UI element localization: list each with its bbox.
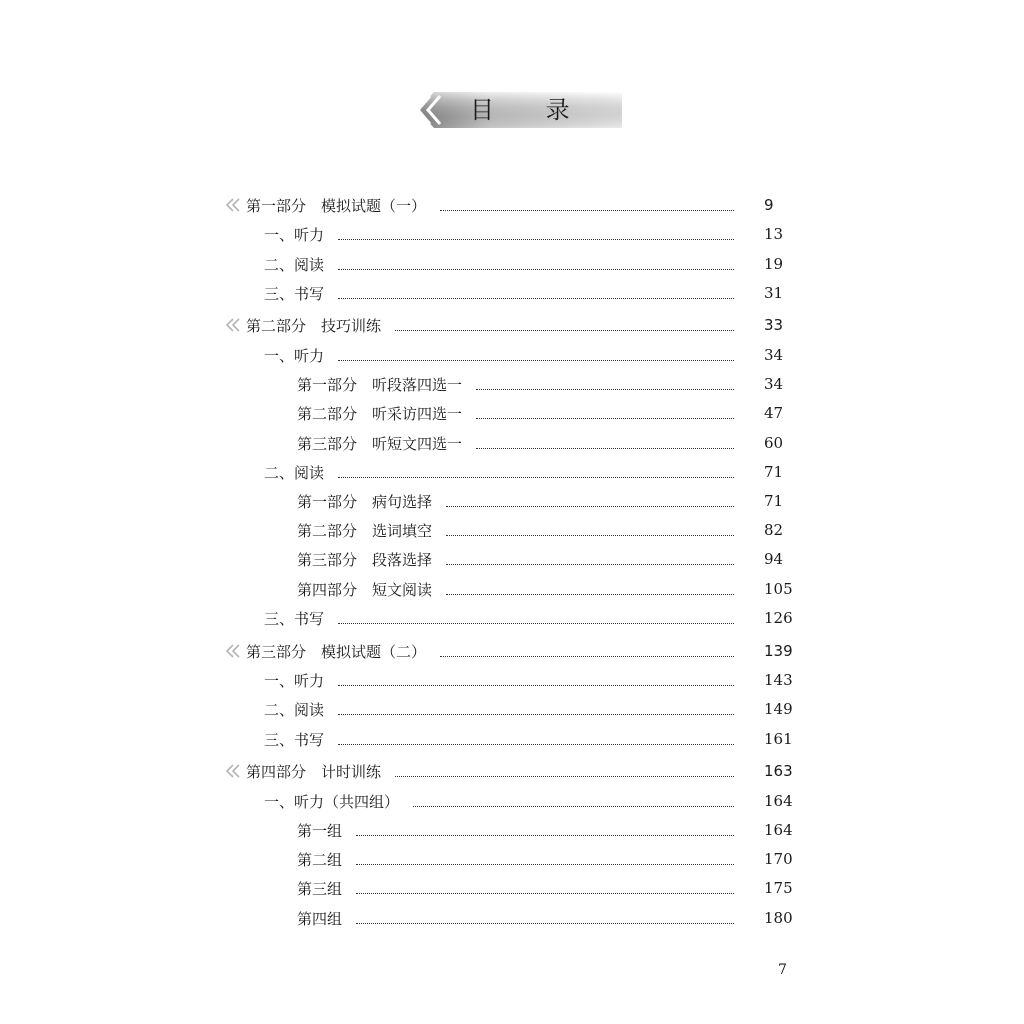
toc-subsection-entry[interactable] bbox=[297, 547, 748, 571]
toc-entry-label: 二、阅读 bbox=[264, 463, 325, 482]
toc-section-entry[interactable] bbox=[264, 460, 748, 484]
toc-entry-page: 143 bbox=[764, 671, 793, 689]
toc-entry-label: 第一组 bbox=[297, 821, 343, 840]
toc-part-entry[interactable] bbox=[246, 193, 748, 217]
toc-entry-page: 163 bbox=[764, 762, 793, 780]
toc-entry-page: 71 bbox=[764, 492, 784, 510]
toc-entry-label: 第三部分 段落选择 bbox=[297, 550, 433, 569]
toc-entry-label: 一、听力 bbox=[264, 346, 325, 365]
dot-leader bbox=[338, 685, 734, 686]
toc-section-entry[interactable] bbox=[264, 789, 748, 813]
toc-entry-label: 第四组 bbox=[297, 909, 343, 928]
toc-entry-page: 175 bbox=[764, 879, 793, 897]
toc-section-entry[interactable] bbox=[264, 668, 748, 692]
dot-leader bbox=[356, 835, 734, 836]
toc-subsection-entry[interactable] bbox=[297, 489, 748, 513]
toc-part-entry[interactable] bbox=[246, 639, 748, 663]
toc-entry-page: 164 bbox=[764, 821, 793, 839]
toc-section-entry[interactable] bbox=[264, 222, 748, 246]
dot-leader bbox=[476, 389, 734, 390]
toc-section-entry[interactable] bbox=[264, 606, 748, 630]
toc-entry-page: 13 bbox=[764, 225, 784, 243]
dot-leader bbox=[356, 923, 734, 924]
chevron-left-double-icon bbox=[224, 644, 244, 658]
toc-entry-label: 三、书写 bbox=[264, 284, 325, 303]
toc-entry-page: 161 bbox=[764, 730, 793, 748]
toc-entry-page: 126 bbox=[764, 609, 793, 627]
toc-entry-label: 第一部分 病句选择 bbox=[297, 492, 433, 511]
toc-entry-label: 第二部分 听采访四选一 bbox=[297, 404, 463, 423]
toc-entry-page: 31 bbox=[764, 284, 784, 302]
dot-leader bbox=[338, 623, 734, 624]
dot-leader bbox=[338, 477, 734, 478]
chevron-left-double-icon bbox=[224, 764, 244, 778]
toc-entry-label: 三、书写 bbox=[264, 730, 325, 749]
toc-section-entry[interactable] bbox=[264, 281, 748, 305]
dot-leader bbox=[446, 506, 734, 507]
toc-entry-label: 第二组 bbox=[297, 850, 343, 869]
toc-entry-page: 47 bbox=[764, 404, 784, 422]
chevron-left-double-icon bbox=[224, 198, 244, 212]
toc-subsection-entry[interactable] bbox=[297, 906, 748, 930]
toc-entry-page: 94 bbox=[764, 550, 784, 568]
dot-leader bbox=[338, 744, 734, 745]
toc-subsection-entry[interactable] bbox=[297, 372, 748, 396]
dot-leader bbox=[356, 864, 734, 865]
toc-subsection-entry[interactable] bbox=[297, 518, 748, 542]
toc-entry-page: 82 bbox=[764, 521, 784, 539]
toc-subsection-entry[interactable] bbox=[297, 577, 748, 601]
toc-entry-label: 二、阅读 bbox=[264, 255, 325, 274]
toc-part-entry[interactable] bbox=[246, 313, 748, 337]
toc-entry-page: 180 bbox=[764, 909, 793, 927]
dot-leader bbox=[338, 714, 734, 715]
dot-leader bbox=[338, 298, 734, 299]
dot-leader bbox=[446, 564, 734, 565]
page-title: 目 录 bbox=[470, 96, 592, 124]
toc-entry-label: 一、听力（共四组） bbox=[264, 792, 400, 811]
dot-leader bbox=[338, 239, 734, 240]
dot-leader bbox=[476, 448, 734, 449]
dot-leader bbox=[440, 210, 734, 211]
toc-entry-page: 9 bbox=[764, 196, 774, 214]
dot-leader bbox=[476, 418, 734, 419]
toc-entry-label: 第三组 bbox=[297, 879, 343, 898]
toc-section-entry[interactable] bbox=[264, 727, 748, 751]
dot-leader bbox=[395, 776, 734, 777]
toc-entry-page: 170 bbox=[764, 850, 793, 868]
toc-entry-label: 一、听力 bbox=[264, 671, 325, 690]
toc-section-entry[interactable] bbox=[264, 252, 748, 276]
toc-entry-label: 三、书写 bbox=[264, 609, 325, 628]
toc-subsection-entry[interactable] bbox=[297, 401, 748, 425]
dot-leader bbox=[440, 656, 734, 657]
toc-entry-page: 71 bbox=[764, 463, 784, 481]
toc-entry-label: 第三部分 听短文四选一 bbox=[297, 434, 463, 453]
dot-leader bbox=[356, 893, 734, 894]
toc-entry-label: 第一部分 模拟试题（一） bbox=[246, 196, 427, 215]
toc-entry-page: 139 bbox=[764, 642, 793, 660]
toc-entry-label: 第三部分 模拟试题（二） bbox=[246, 642, 427, 661]
toc-entry-label: 二、阅读 bbox=[264, 700, 325, 719]
dot-leader bbox=[413, 806, 734, 807]
toc-entry-page: 60 bbox=[764, 434, 784, 452]
dot-leader bbox=[395, 330, 734, 331]
toc-entry-page: 19 bbox=[764, 255, 784, 273]
toc-subsection-entry[interactable] bbox=[297, 818, 748, 842]
toc-part-entry[interactable] bbox=[246, 759, 748, 783]
toc-entry-page: 34 bbox=[764, 375, 784, 393]
toc-entry-label: 一、听力 bbox=[264, 225, 325, 244]
toc-entry-label: 第二部分 技巧训练 bbox=[246, 316, 382, 335]
toc-subsection-entry[interactable] bbox=[297, 876, 748, 900]
toc-section-entry[interactable] bbox=[264, 697, 748, 721]
toc-entry-label: 第二部分 选词填空 bbox=[297, 521, 433, 540]
toc-subsection-entry[interactable] bbox=[297, 847, 748, 871]
toc-entry-page: 164 bbox=[764, 792, 793, 810]
chevron-left-double-icon bbox=[224, 318, 244, 332]
toc-entry-label: 第四部分 计时训练 bbox=[246, 762, 382, 781]
dot-leader bbox=[446, 594, 734, 595]
toc-entry-page: 149 bbox=[764, 700, 793, 718]
toc-subsection-entry[interactable] bbox=[297, 431, 748, 455]
dot-leader bbox=[446, 535, 734, 536]
toc-entry-page: 33 bbox=[764, 316, 784, 334]
page-number: 7 bbox=[778, 962, 787, 978]
toc-entry-label: 第一部分 听段落四选一 bbox=[297, 375, 463, 394]
dot-leader bbox=[338, 360, 734, 361]
toc-entry-label: 第四部分 短文阅读 bbox=[297, 580, 433, 599]
toc-entry-page: 34 bbox=[764, 346, 784, 364]
toc-section-entry[interactable] bbox=[264, 343, 748, 367]
toc-entry-page: 105 bbox=[764, 580, 793, 598]
dot-leader bbox=[338, 269, 734, 270]
